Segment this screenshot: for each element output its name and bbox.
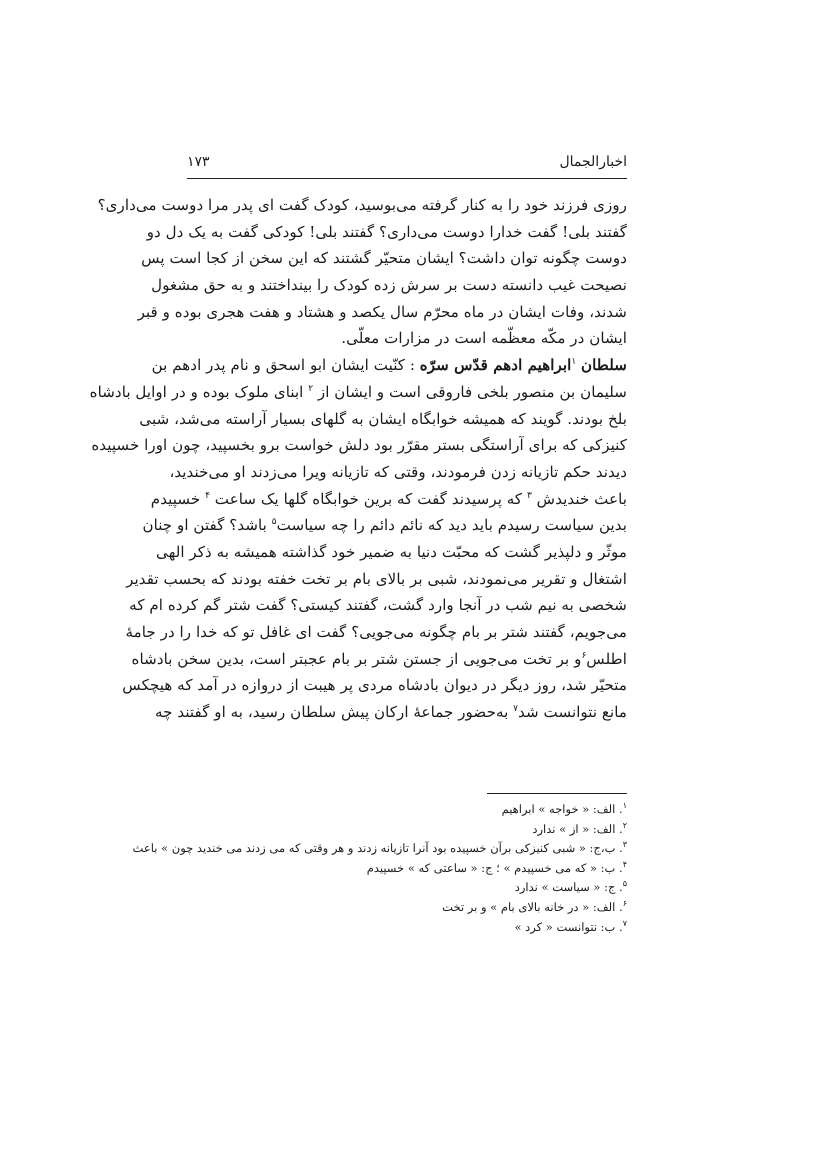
footnote <box>187 800 627 820</box>
text-line <box>131 646 627 673</box>
text-segment: : کنّیت ایشان ابو اسحق و نام پدر ادهم بن <box>151 356 415 375</box>
text-line: شخصی به نیم شب در آنجا وارد گشت، گفتند کیستی؟ گفت شتر گم کرده ام که <box>129 596 627 615</box>
text-segment: که پرسیدند گفت که برین خوابگاه گلها یک ساعت <box>214 489 523 508</box>
text-segment: باشد؟ گفتن او چنان <box>142 516 267 535</box>
text-line: ایشان در مکّه معظّمه است در مزارات معلّی. <box>341 329 627 348</box>
footnote <box>187 820 627 840</box>
text-line: بلخ بودند. گویند که همیشه خوابگاه ایشان به گلهای بسیار آراسته می‌شد، شبی <box>139 409 627 428</box>
text-segment: ابنای ملوک بوده و در اوایل بادشاه <box>89 382 304 401</box>
text-line: کنیزکی که برای آراستگی بستر مقرّر بود دلش خواست برو بخسپید، چون اورا خسپیده <box>91 436 627 455</box>
footnote-text: . ب: نتوانست « کرد » <box>514 919 623 934</box>
header-rule <box>187 178 627 179</box>
main-text <box>89 192 627 726</box>
text-line <box>151 352 627 379</box>
text-line: دیدند حکم تازیانه زدن فرمودند، وقتی که تازیانه ویرا می‌زدند او می‌خندید، <box>169 462 627 481</box>
footnote-text: . ب،ج: « شبی کنیزکی برآن خسپیده بود آنرا تازیانه زدند و هر وقتی که می زدند می خندید چون » باعث <box>132 841 623 856</box>
page-header <box>187 152 627 174</box>
footnote-number: ۶ <box>622 899 627 909</box>
footnote-ref: ۴ <box>205 490 210 501</box>
footnotes <box>132 800 627 937</box>
footnote-text: . الف: « در خانه بالای بام » و بر تخت <box>442 899 623 914</box>
text-segment: باعث خندیدش <box>536 489 627 508</box>
footnote-text: . الف: « خواجه » ابراهیم <box>501 802 623 816</box>
text-line <box>150 486 627 513</box>
text-line: متحیّر شد، روز دیگر در دیوان بادشاه مردی پر هیبت از دروازه در آمد که هیچکس <box>122 676 627 695</box>
footnote <box>187 859 627 879</box>
footnote-number: ۳ <box>622 840 627 850</box>
text-segment: اطلس <box>586 649 627 668</box>
footnote-ref: ۷ <box>513 704 518 714</box>
page-number: ۱۷۳ <box>187 154 210 170</box>
footnote-number: ۲ <box>622 820 627 830</box>
running-title: اخبارالجمال <box>559 154 627 170</box>
text-segment: خسپیدم <box>150 489 201 508</box>
footnote-number: ۱ <box>622 801 627 811</box>
footnote <box>187 918 627 938</box>
text-line: گفتند بلی! گفت خدارا دوست می‌داری؟ گفتند بلی! کودکی گفت به یک دل دو <box>146 222 627 241</box>
footnote-ref: ۲ <box>308 383 314 394</box>
text-line: دوست چگونه توان داشت؟ ایشان متحیّر گشتند که این سخن از کجا است پس <box>141 249 627 268</box>
text-line: اشتغال و تقریر می‌نمودند، شبی بر بالای بام بر تخت خفته بودند که بحسب تقدیر <box>126 569 627 588</box>
section-heading: سلطان <box>581 356 627 375</box>
text-segment: بدین سیاست رسیدم باید دید که نائم دائم را چه سیاست <box>276 516 627 535</box>
footnote-ref: ۶ <box>581 650 587 661</box>
footnote <box>187 898 627 918</box>
footnote <box>187 878 627 898</box>
text-segment: و بر تخت می‌جویی از جستن شتر بر بام عجبتر است، بدین سخن بادشاه <box>131 649 582 668</box>
footnote-rule <box>487 793 627 794</box>
footnote-text: . ج: « سیاست » ندارد <box>514 880 623 895</box>
footnote-number: ۵ <box>622 879 627 889</box>
text-line: شدند، وفات ایشان در ماه محرّم سال یکصد و هشتاد و هفت هجری بوده و قبر <box>137 302 627 321</box>
footnote-ref: ۳ <box>526 490 532 501</box>
footnote-number: ۴ <box>622 859 627 869</box>
footnote-ref: ۱ <box>571 357 577 368</box>
footnote-ref: ۵ <box>271 517 277 528</box>
text-segment: به‌حضور جماعهٔ ارکان پیش سلطان رسید، به او گفتند چه <box>155 703 509 722</box>
text-line: نصیحت غیب دانسته دست بر سرش زده کودک را بینداختند و به حق مشغول <box>151 276 627 295</box>
section-heading-name: ابراهیم ادهم قدّس سرّه <box>419 356 572 375</box>
text-line <box>142 512 627 539</box>
text-segment: مانع نتوانست شد <box>518 703 627 722</box>
text-line <box>89 379 627 406</box>
footnote-text: . ب: « که می خسپیدم » ؛ ج: « ساعتی که » خسپیدم <box>366 860 623 875</box>
text-line: می‌جویم، گفتند شتر بر بام چگونه می‌جویی؟ گفت ای غافل تو که خدا را در جامهٔ <box>125 623 627 641</box>
text-line: موثّر و دلپذیر گشت که محبّت دنیا به ضمیر خود گذاشته همیشه به ذکر الهی <box>156 542 627 561</box>
text-segment: سلیمان بن منصور بلخی فاروقی است و ایشان از <box>317 382 627 401</box>
footnote-number: ۷ <box>622 918 627 928</box>
footnote <box>132 839 627 859</box>
text-line <box>155 699 627 726</box>
text-line: روزی فرزند خود را به کنار گرفته می‌بوسید، کودک گفت ای پدر مرا دوست می‌داری؟ <box>97 196 627 214</box>
footnote-text: . الف: « از » ندارد <box>532 821 623 836</box>
